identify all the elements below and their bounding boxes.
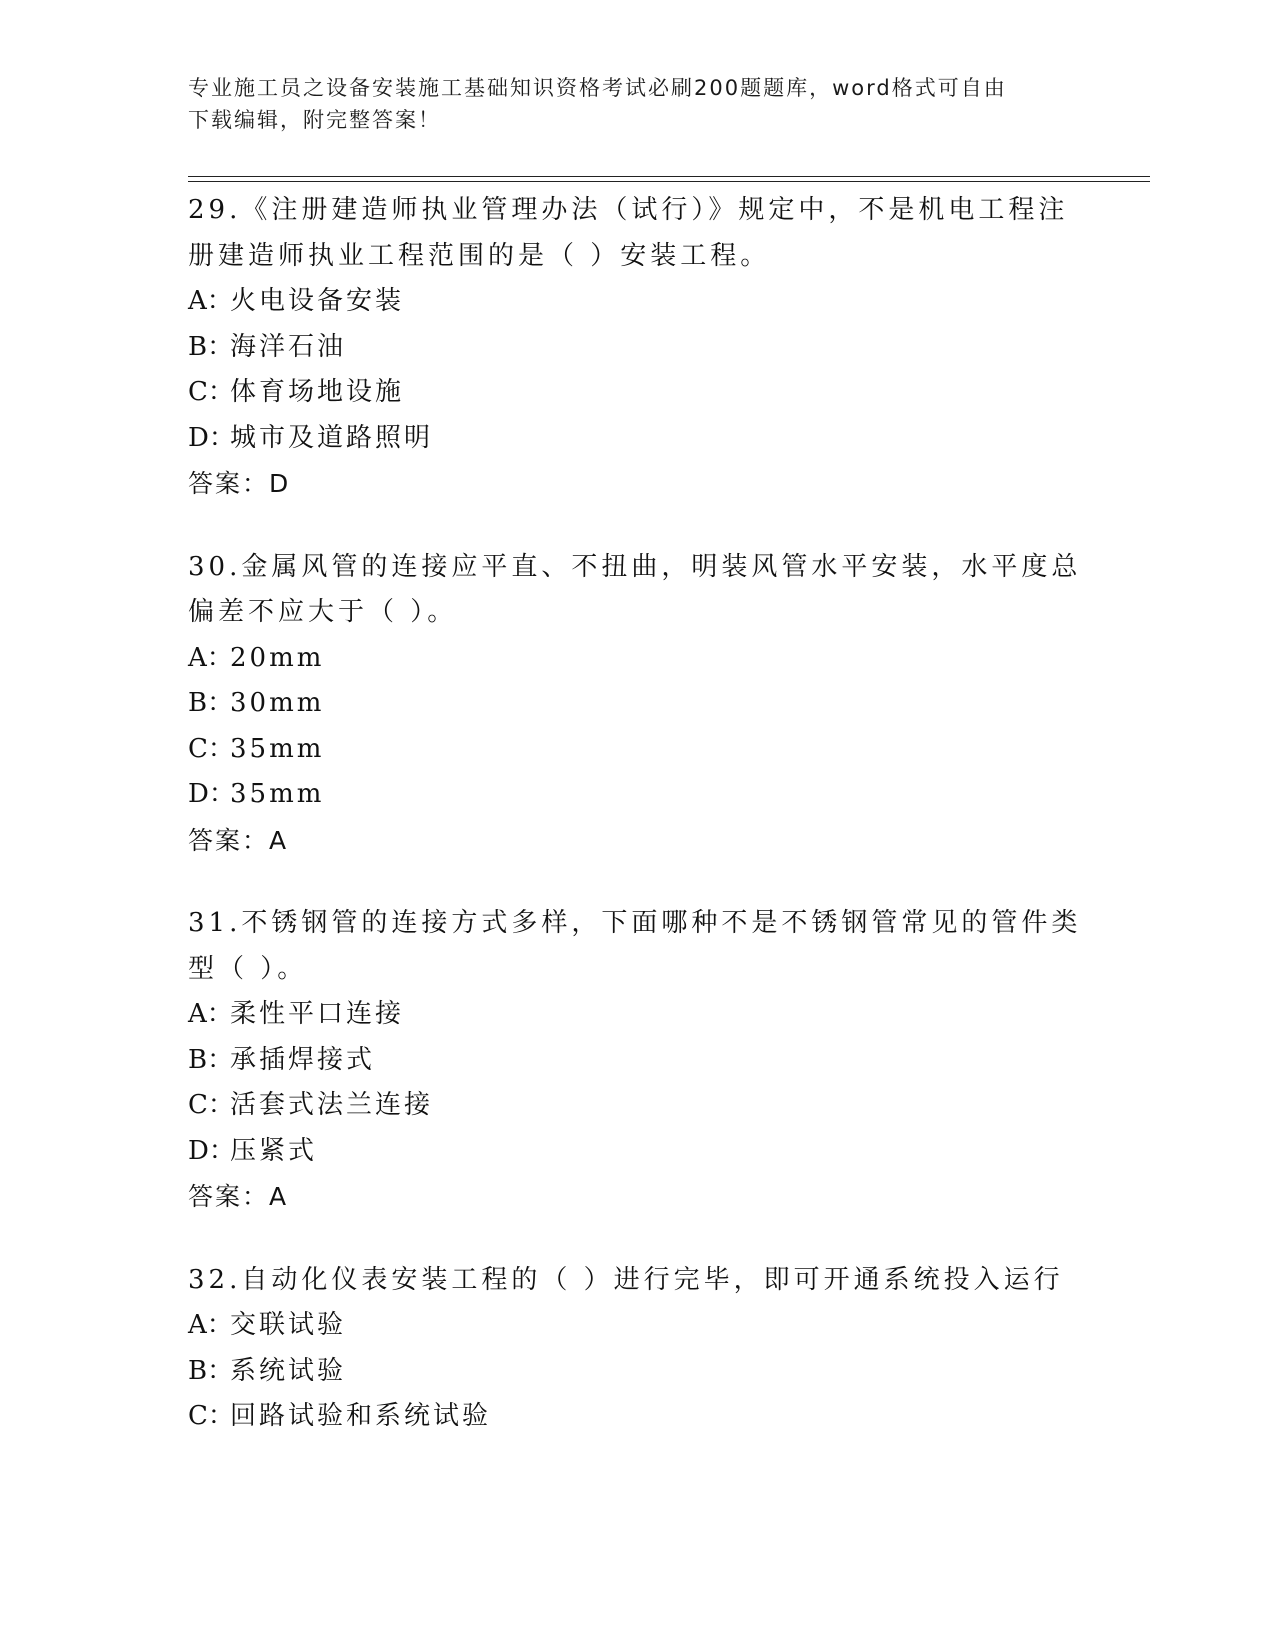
option-c <box>188 727 1088 773</box>
question-29 <box>188 188 1088 507</box>
option-text: 35mm <box>230 779 325 809</box>
question-stem: 30.金属风管的连接应平直、不扭曲，明装风管水平安装，水平度总偏差不应大于（ ）。 <box>188 551 1082 627</box>
option-a <box>188 279 1088 325</box>
header-line-2: 下载编辑，附完整答案！ <box>188 108 441 132</box>
option-label: C： <box>188 733 234 764</box>
option-label: A： <box>188 1310 233 1340</box>
question-stem: 32.自动化仪表安装工程的（ ）进行完毕，即可开通系统投入运行 <box>188 1264 1064 1295</box>
option-text: 柔性平口连接 <box>230 999 405 1029</box>
document-header <box>188 72 1068 136</box>
option-label: C： <box>188 377 234 407</box>
option-d <box>188 1129 1088 1175</box>
answer: 答案：A <box>188 1182 289 1211</box>
option-label: B： <box>188 688 234 718</box>
option-text: 回路试验和系统试验 <box>230 1401 492 1431</box>
option-d <box>188 416 1088 462</box>
option-label: A： <box>188 286 233 316</box>
option-c <box>188 1083 1088 1129</box>
option-d <box>188 772 1088 818</box>
option-text: 交联试验 <box>230 1310 347 1340</box>
option-label: C： <box>188 1090 234 1120</box>
option-text: 活套式法兰连接 <box>230 1090 434 1120</box>
option-text: 承插焊接式 <box>230 1044 376 1075</box>
option-label: C： <box>188 1401 234 1431</box>
option-label: A： <box>188 642 233 673</box>
header-rule-top <box>188 176 1150 177</box>
option-label: B： <box>188 1044 234 1075</box>
option-text: 体育场地设施 <box>230 377 405 407</box>
question-stem: 29.《注册建造师执业管理办法（试行）》规定中，不是机电工程注册建造师执业工程范围的是（ ）安装工程。 <box>188 195 1069 271</box>
question-32 <box>188 1258 1088 1440</box>
option-text: 城市及道路照明 <box>230 422 434 453</box>
option-label: A： <box>188 999 233 1029</box>
option-label: D： <box>188 422 235 453</box>
option-b <box>188 1349 1088 1395</box>
option-label: B： <box>188 331 234 362</box>
header-rule-bottom <box>188 181 1150 182</box>
option-c <box>188 370 1088 416</box>
answer: 答案：D <box>188 469 291 498</box>
option-text: 压紧式 <box>230 1135 318 1166</box>
option-text: 火电设备安装 <box>230 286 405 316</box>
option-a <box>188 1303 1088 1349</box>
option-text: 海洋石油 <box>230 331 347 362</box>
question-stem: 31.不锈钢管的连接方式多样，下面哪种不是不锈钢管常见的管件类型（ ）。 <box>188 908 1082 984</box>
option-text: 30mm <box>230 688 325 718</box>
option-label: D： <box>188 1135 235 1166</box>
option-label: B： <box>188 1355 234 1386</box>
option-a <box>188 992 1088 1038</box>
option-b <box>188 681 1088 727</box>
option-b <box>188 1038 1088 1084</box>
option-b <box>188 325 1088 371</box>
header-line-1: 专业施工员之设备安装施工基础知识资格考试必刷200题题库，word格式可自由 <box>188 76 1007 100</box>
answer: 答案：A <box>188 825 289 855</box>
option-c <box>188 1394 1088 1440</box>
question-list <box>188 188 1088 1478</box>
option-text: 系统试验 <box>230 1355 347 1386</box>
option-text: 20mm <box>230 642 325 673</box>
option-text: 35mm <box>230 733 325 764</box>
option-a <box>188 636 1088 682</box>
question-31 <box>188 901 1088 1220</box>
option-label: D： <box>188 779 235 809</box>
question-30 <box>188 545 1088 864</box>
